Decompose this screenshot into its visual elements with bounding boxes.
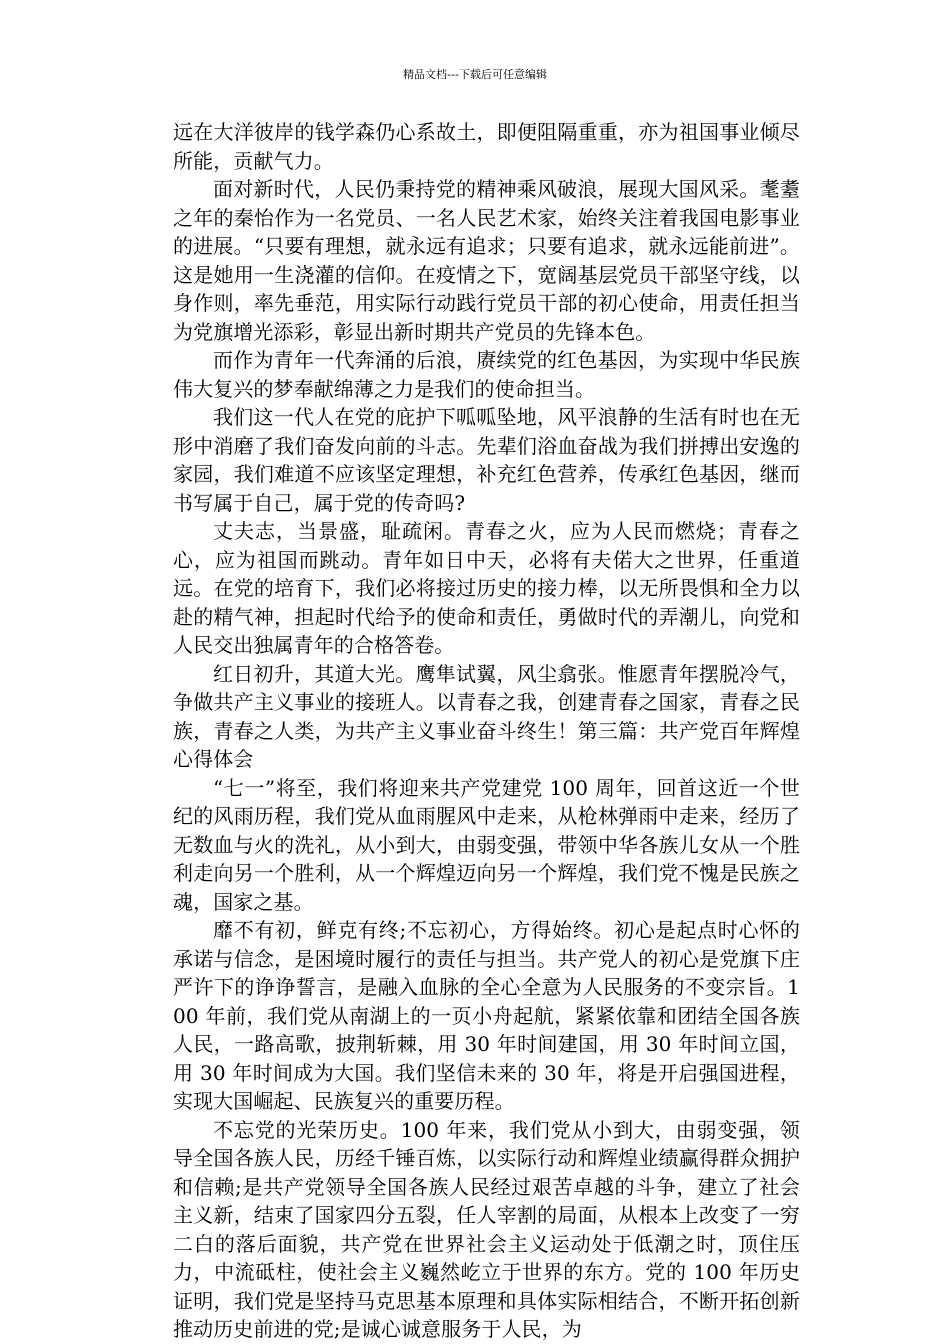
paragraph: 我们这一代人在党的庇护下呱呱坠地，风平浪静的生活有时也在无形中消磨了我们奋发向前的斗志。先辈们浴血奋战为我们拼搏出安逸的家园，我们难道不应该坚定理想，补充红色营养，传承红色基因，继而书写属于自己，属于党的传奇吗? — [173, 405, 800, 515]
paragraph: 面对新时代，人民仍秉持党的精神乘风破浪，展现大国风采。耄耋之年的秦怡作为一名党员、一名人民艺术家，始终关注着我国电影事业的进展。“只要有理想，就永远有追求；只要有追求，就永远能前进”。这是她用一生浇灌的信仰。在疫情之下，宽阔基层党员干部坚守线，以身作则，率先垂范，用实际行动践行党员干部的初心使命，用责任担当为党旗增光添彩，彰显出新时期共产党员的先锋本色。 — [173, 177, 800, 344]
paragraph: 而作为青年一代奔涌的后浪，赓续党的红色基因，为实现中华民族伟大复兴的梦奉献绵薄之力是我们的使命担当。 — [173, 348, 800, 401]
paragraph: “七一”将至，我们将迎来共产党建党 100 周年，回首这近一个世纪的风雨历程，我们党从血雨腥风中走来，从枪林弹雨中走来，经历了无数血与火的洗礼，从小到大，由弱变强，带领中华各族儿女从一个胜利走向另一个胜利，从一个辉煌迈向另一个辉煌，我们党不愧是民族之魂，国家之基。 — [173, 775, 800, 914]
paragraph: 远在大洋彼岸的钱学森仍心系故土，即便阻隔重重，亦为祖国事业倾尽所能，贡献气力。 — [173, 120, 800, 173]
paragraph: 不忘党的光荣历史。100 年来，我们党从小到大，由弱变强，领导全国各族人民，历经千锤百炼，以实际行动和辉煌业绩赢得群众拥护和信赖;是共产党领导全国各族人民经过艰苦卓越的斗争，建立了社会主义新，结束了国家四分五裂，任人宰割的局面，从根本上改变了一穷二白的落后面貌，共产党在世界社会主义运动处于低潮之时，顶住压力，中流砥柱，使社会主义巍然屹立于世界的东方。党的 100 年历史证明，我们党是坚持马克思基本原理和具体实际相结合，不断开拓创新推动历史前进的党;是诚心诚意服务于人民，为 — [173, 1117, 800, 1341]
page-header: 精品文档---下载后可任意编辑 — [403, 68, 547, 81]
paragraph: 红日初升，其道大光。鹰隼试翼，风尘翕张。惟愿青年摆脱冷气，争做共产主义事业的接班人。以青春之我，创建青春之国家，青春之民族，青春之人类，为共产主义事业奋斗终生！第三篇：共产党百年辉煌心得体会 — [173, 661, 800, 771]
paragraph: 丈夫志，当景盛，耻疏闲。青春之火，应为人民而燃烧；青春之心，应为祖国而跳动。青年如日中天，必将有夫偌大之世界，任重道远。在党的培育下，我们必将接过历史的接力棒，以无所畏惧和全力以赴的精气神，担起时代给予的使命和责任，勇做时代的弄潮儿，向党和人民交出独属青年的合格答卷。 — [173, 519, 800, 657]
paragraph: 靡不有初，鲜克有终;不忘初心，方得始终。初心是起点时心怀的承诺与信念，是困境时履行的责任与担当。共产党人的初心是党旗下庄严许下的诤诤誓言，是融入血脉的全心全意为人民服务的不变宗旨。100 年前，我们党从南湖上的一页小舟起航，紧紧依靠和团结全国各族人民，一路高歌，披荆斩棘，用 30 年时间建国，用 30 年时间立国，用 30 年时间成为大国。我们坚信未来的 30 年，将是开启强国进程，实现大国崛起、民族复兴的重要历程。 — [173, 918, 800, 1113]
document-body — [173, 118, 800, 1344]
